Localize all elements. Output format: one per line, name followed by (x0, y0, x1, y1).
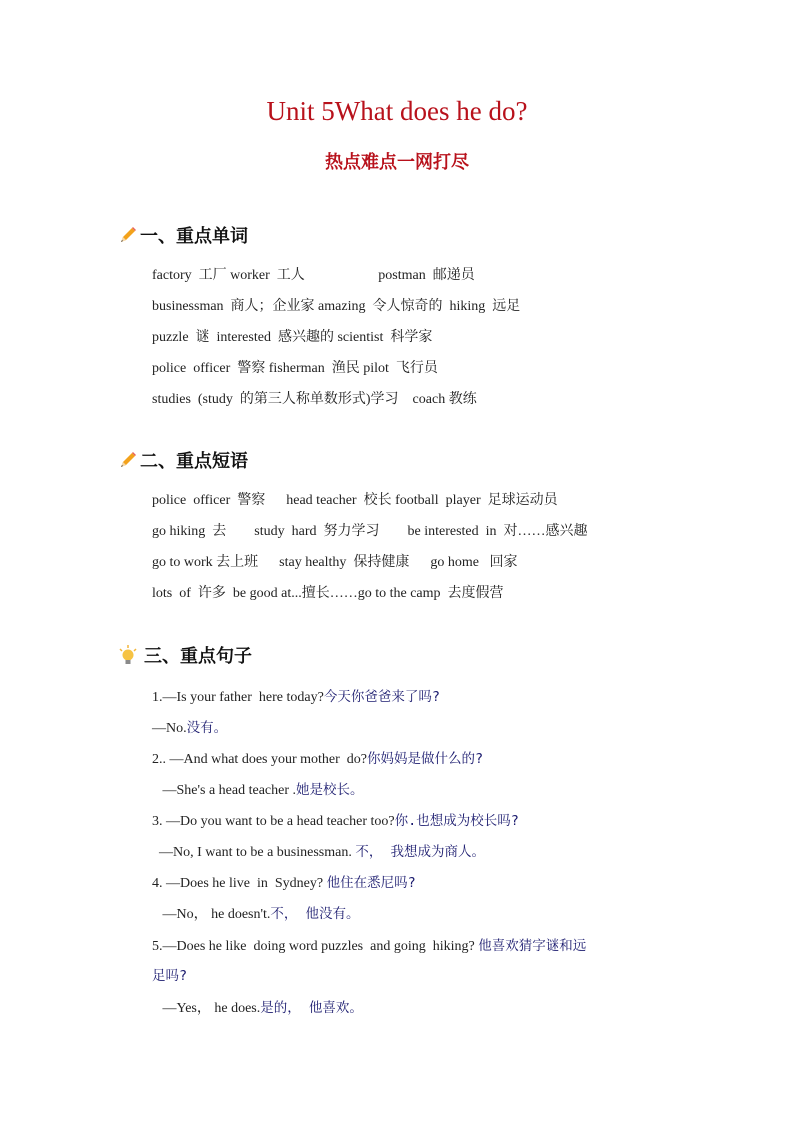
sentence-line: 2.. —And what does your mother do?你妈妈是做什么的? (152, 751, 484, 767)
word-line: businessman 商人；企业家 amazing 令人惊奇的 hiking 远足 (152, 299, 521, 314)
sentence-line: —No, I want to be a businessman. 不， 我想成为商人。 (152, 844, 485, 860)
sentence-line: —Yes， he does.是的， 他喜欢。 (152, 1000, 363, 1016)
word-line: police officer 警察 fisherman 渔民 pilot 飞行员 (152, 361, 438, 376)
sentence-line: 3. —Do you want to be a head teacher too?你.也想成为校长吗? (152, 813, 519, 829)
section-heading-label: 一、重点单词 (140, 226, 248, 247)
pencil-icon (118, 225, 138, 245)
section-heading-sentences (118, 642, 252, 668)
sentence-line: 5.—Does he like doing word puzzles and going hiking? 他喜欢猜字谜和远 (152, 938, 587, 954)
phrase-line: police officer 警察 head teacher 校长 football player 足球运动员 (152, 493, 558, 508)
section-heading-words (118, 222, 248, 248)
sentence-line: —No， he doesn't.不， 他没有。 (152, 906, 360, 922)
section-heading-label: 二、重点短语 (140, 451, 248, 472)
sentence-line: 4. —Does he live in Sydney? 他住在悉尼吗? (152, 875, 416, 891)
sentence-line: —No.没有。 (152, 720, 228, 736)
lightbulb-icon (118, 645, 138, 665)
word-line: puzzle 谜 interested 感兴趣的 scientist 科学家 (152, 330, 433, 345)
section-heading-phrases (118, 447, 248, 473)
phrase-line: go to work 去上班 stay healthy 保持健康 go home 回家 (152, 555, 518, 570)
section-heading-label: 三、重点句子 (144, 646, 252, 667)
page-subtitle: 热点难点一网打尽 (325, 152, 469, 173)
phrase-line: lots of 许多 be good at...擅长……go to the camp 去度假营 (152, 586, 504, 601)
sentence-line: 足吗? (152, 968, 188, 984)
sentence-line: 1.—Is your father here today?今天你爸爸来了吗? (152, 689, 440, 705)
pencil-icon (118, 450, 138, 470)
sentence-line: —She's a head teacher .她是校长。 (152, 782, 364, 798)
phrase-line: go hiking 去 study hard 努力学习 be interested in 对……感兴趣 (152, 524, 588, 539)
word-line: factory 工厂 worker 工人 postman 邮递员 (152, 268, 475, 283)
page-title: Unit 5What does he do? (266, 96, 528, 126)
word-line: studies (study 的第三人称单数形式)学习 coach 教练 (152, 392, 477, 407)
